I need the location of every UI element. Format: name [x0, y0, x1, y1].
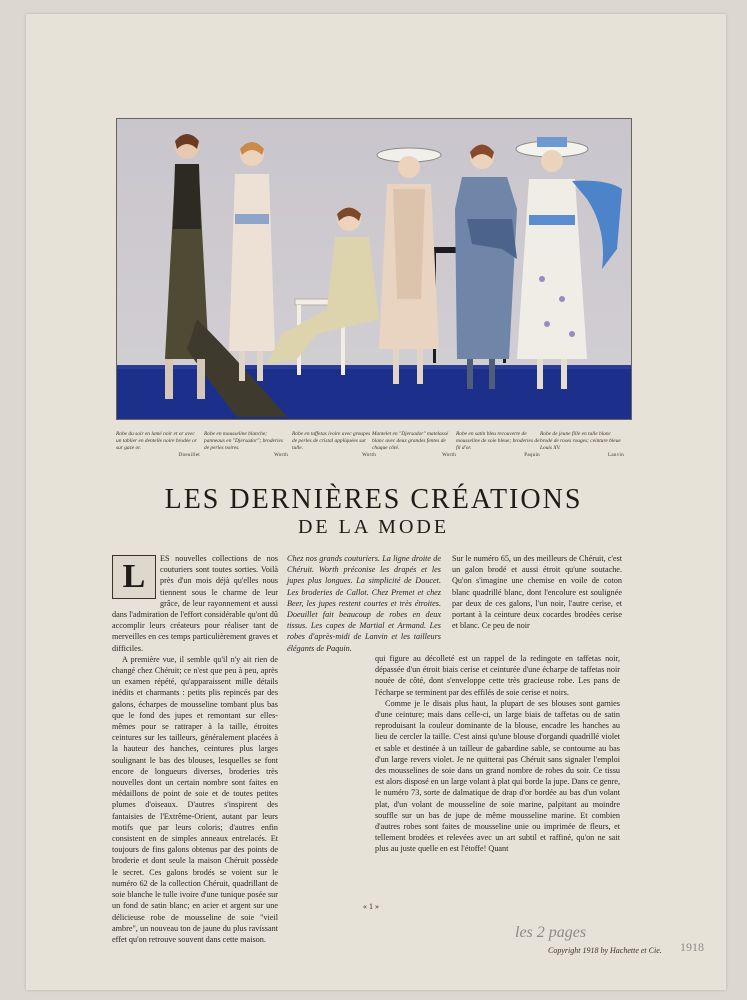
col1-paragraph-1: ES nouvelles collections de nos couturiers sont toutes sorties. Voilà près d'un mois déjà qu'elles nous tiennent sous le charme de leur grâce, de leur rayonnement et aussi dans l'admiration de l'effort considérable qu'ont dû accomplir leurs créateurs pour réaliser tant de merveilles en ces temps particulièrement graves et difficiles. [112, 554, 278, 653]
lower-right-text [375, 653, 620, 855]
summary-text: Chez nos grands couturiers. La ligne droite de Chéruit. Worth préconise les drapés et les jupes plus longues. La simplicité de Doucet. Les broderies de Callot. Chez Premet et chez Beer, les jupes restent courtes et très étroites. Doeuillet fait beaucoup de robes en deux tissus. Les capes de Martial et Armand. Les robes d'après-midi de Lanvin et les tailleurs élégants de Paquin. [287, 554, 441, 653]
col3-paragraph: Sur le numéro 65, un des meilleurs de Chéruit, c'est un galon brodé et aussi étroit qu'une soutache. Qu'on s'imagine une chemise en voile de coton blanc quadrillé blanc, dont l'encolure est soulignée par deux de ces galons, l'un noir, l'autre cerise, et portant à la ceinture deux cocardes brodées cerise et blanc. Ce peu de noir [452, 554, 622, 631]
column-3 [452, 553, 622, 631]
column-2-summary [287, 553, 441, 654]
caption-4: Mantelet en "Djersador" matelassé blanc avec deux grandes fentes de chaque côté. Worth [372, 431, 456, 458]
pencil-year: 1918 [680, 940, 704, 954]
caption-2: Robe en mousseline blanche; panneaux en "Djersador"; broderies de perles noires. Worth [204, 431, 288, 458]
page-number: « 1 » [363, 902, 379, 911]
fashion-plate-illustration [116, 118, 632, 420]
caption-5: Robe en satin bleu recouverte de mousseline de soie bleue; broderies de fil d'or. Paquin [456, 431, 540, 458]
lower-paragraph-1: qui figure au décolleté est un rappel de la redingote en taffetas noir, dépassée d'un étroit biais cerise et ceinturée d'une écharpe de taffetas noir nouée de côté, dont s'enveloppe cette très gracieuse robe. Les pans de l'écharpe se terminent par des effilés de soie cerise et noirs. [375, 654, 620, 697]
article-title: LES DERNIÈRES CRÉATIONS [164, 484, 583, 515]
drop-cap: L [112, 555, 156, 599]
plate-captions [116, 431, 630, 471]
caption-3: Robe en taffetas ivoire avec groupes de perles de cristal appliquées sur tulle. Worth [292, 431, 376, 458]
caption-6: Robe de jeune fille en tulle blanc brodé de roses rouges; ceinture bleue Louis XV. Lanvin [540, 431, 624, 458]
article-subtitle: DE LA MODE [297, 516, 450, 538]
lower-paragraph-2: Comme je le disais plus haut, la plupart de ses blouses sont garnies d'une ceinture; mais dans celle-ci, un large biais de taffetas ou de satin reproduisant la couleur dominante de la blouse, encadre les hanches au lieu de cercler la taille. C'est ainsi qu'une blouse d'organdi quadrillé violet et sable et destinée à un tailleur de gabardine sable, se contourne au bas d'un large revers violet. Je ne quitterai pas Chéruit sans signaler l'emploi des mousselines de soie dans un grand nombre de robes du soir. Ce tissu est alors disposé en un large volant à plat qui borde la jupe. Dans ce genre, le numéro 73, sorte de dalmatique de drap d'or bordée au bas d'un volant plat, d'un volant de mousseline de soie marine, palpitant au moindre souffle sur un bas de jupe de même mousseline marine. Et combien d'autres robes sont faites de mousseline unie ou imprimée de fleurs, et tellement brodées et relevées avec un art subtil et raffiné, qu'on ne sait plus au juste quelle en est l'étoffe! Quant [375, 698, 620, 854]
caption-1: Robe du soir en lamé noir et or avec un tablier en dentelle noire brodée or sur gaze or. Doeuillet [116, 431, 200, 458]
col1-paragraph-2: A première vue, il semble qu'il n'y ait rien de changé chez Chéruit; ce n'est que peu à peu, après un examen répété, qu'apparaissent mille détails inédits et charmants : petits plis repincés par des galons, écharpes de mousseline tombant plus bas que le fond des jupes et remontant sur elles-mêmes pour se rattraper à la taille, étroites ceintures sur les tailleurs, généralement placées à la hauteur des hanches, ceintures plus larges soulignant le bas des blouses, lesquelles se font encore de longueurs diverses, broderies très nouvelles dont un certain nombre sont faites en médaillons de point de soie et de toutes petites plumes d'oiseaux. D'autres s'inspirent des fantaisies de l'Extrême-Orient, autant par leurs motifs que par leurs coloris; d'autres enfin consistent en de simples anneaux entrelacés. Et toujours de fins galons obtenus par des points de broderie et dont seule la maison Chéruit possède le secret. Ces galons brodés se voient sur le numéro 62 de la collection Chéruit, quadrillant de soie blanche le tulle ivoire d'une tunique posée sur un fond de satin blanc; en acier et argent sur une délicieuse robe de mousseline de soie "vieil ambre", un nouveau ton de jaune du plus ravissant effet qu'on retrouve souvent dans cette maison. [112, 654, 278, 944]
pencil-annotation: les 2 pages [515, 924, 587, 941]
copyright-notice: Copyright 1918 by Hachette et Cie. [548, 946, 662, 955]
column-1 [112, 553, 278, 945]
